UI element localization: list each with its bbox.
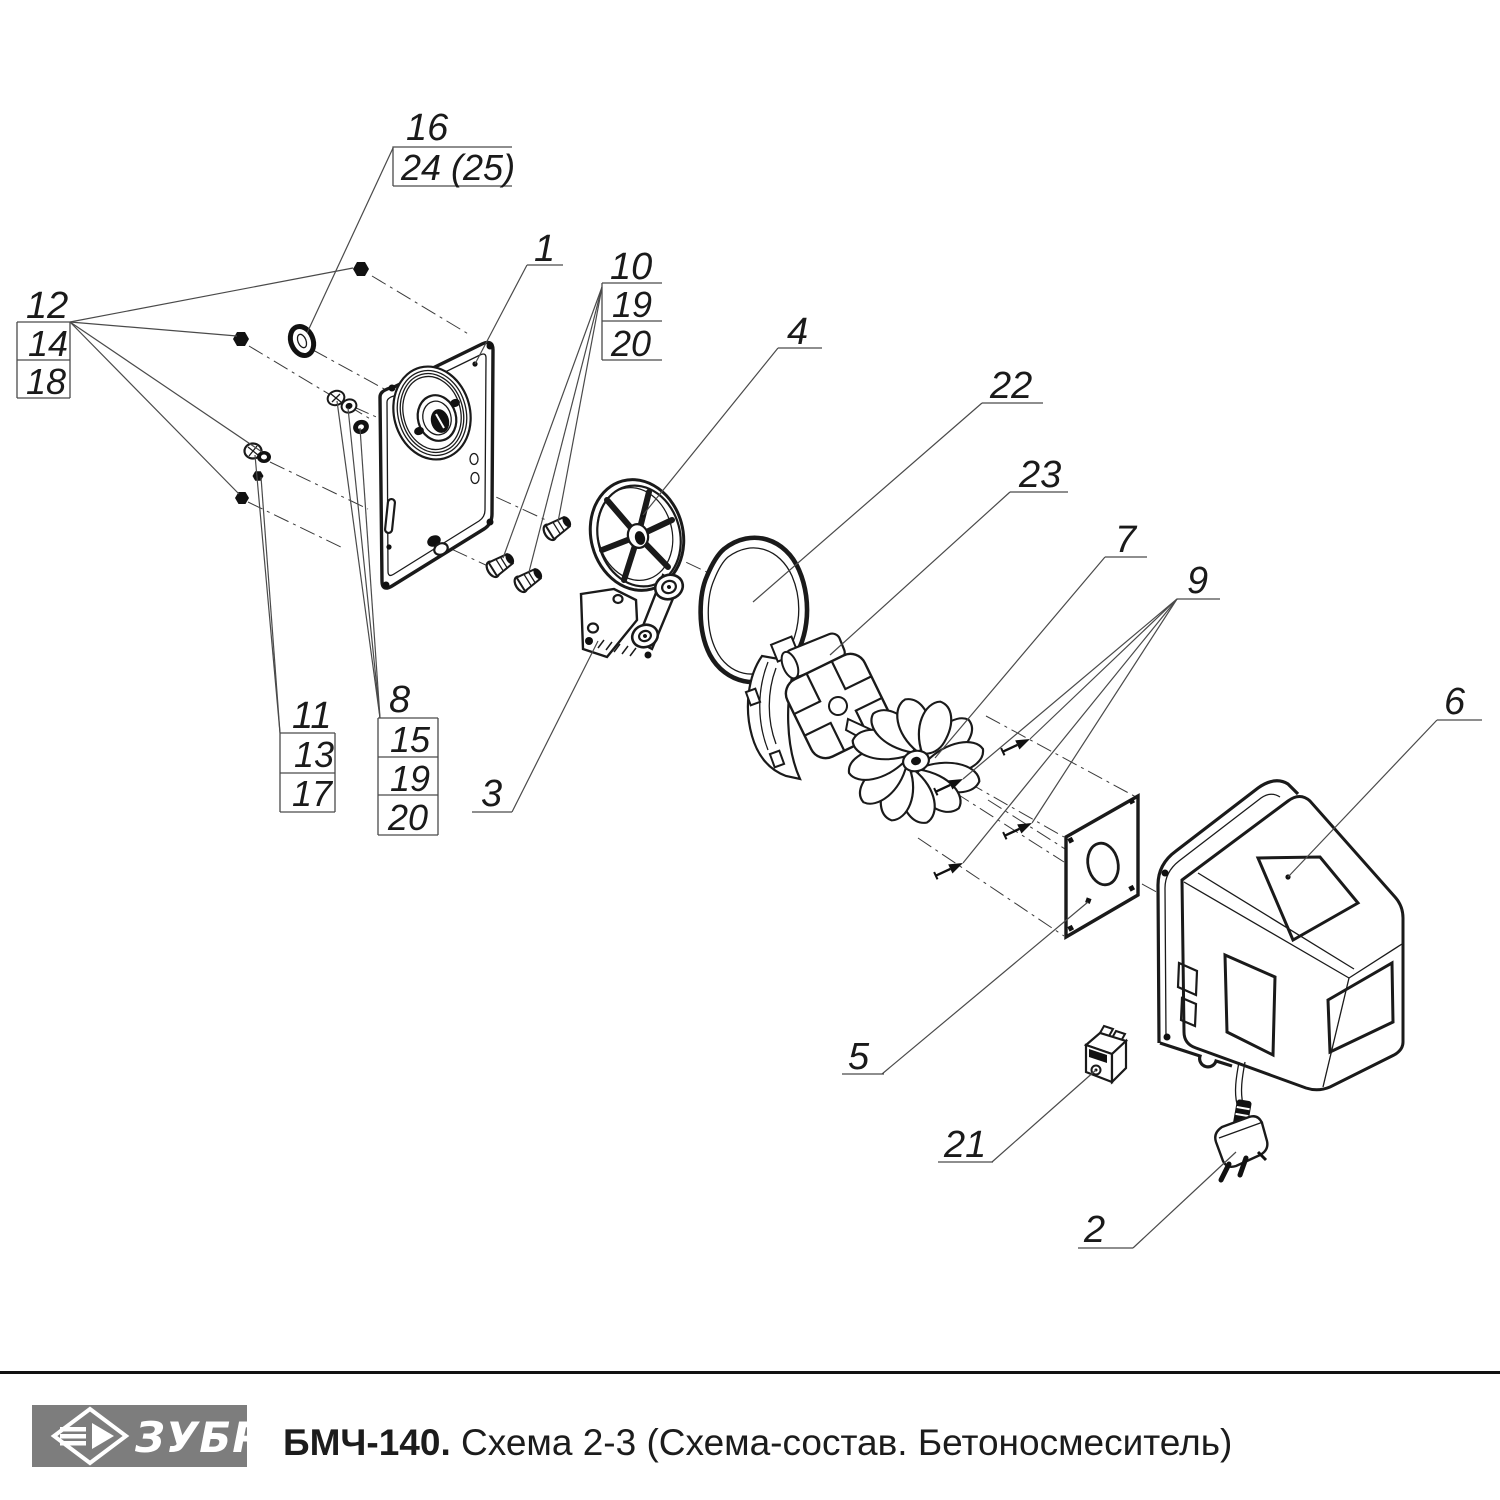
- callout-22: 22: [990, 365, 1033, 407]
- callout-21: 21: [944, 1124, 987, 1166]
- callout-1: 1: [534, 228, 556, 270]
- callout-11: 11: [292, 695, 332, 737]
- callout-3: 3: [481, 773, 503, 815]
- callout-13: 13: [294, 734, 335, 775]
- diagram-model: БМЧ-140.: [283, 1422, 451, 1463]
- callout-7: 7: [1115, 519, 1137, 561]
- diagram-title: [283, 1422, 1232, 1464]
- footer-divider: [0, 1371, 1500, 1374]
- callout-18: 18: [26, 361, 67, 402]
- callout-14: 14: [28, 323, 69, 364]
- callout-24-25: 24 (25): [401, 147, 516, 188]
- callout-16: 16: [406, 107, 449, 149]
- zubr-logo-icon: [40, 1405, 140, 1467]
- brand-name: ЗУБР: [135, 1413, 265, 1462]
- callout-2: 2: [1084, 1209, 1106, 1251]
- callout-12: 12: [26, 285, 69, 327]
- callout-5: 5: [848, 1036, 870, 1078]
- brand-logo: [32, 1405, 265, 1467]
- callout-4: 4: [787, 311, 809, 353]
- callout-19: 19: [612, 284, 653, 325]
- callout-8: 8: [389, 679, 411, 721]
- callout-23: 23: [1019, 454, 1062, 496]
- callout-17: 17: [292, 773, 333, 814]
- callout-9: 9: [1187, 560, 1209, 602]
- callout-20b: 20: [388, 797, 429, 838]
- callout-19b: 19: [390, 758, 431, 799]
- callout-15: 15: [390, 719, 431, 760]
- diagram-subtitle: Схема 2-3 (Схема-состав. Бетоносмеситель): [461, 1422, 1233, 1463]
- callout-6: 6: [1444, 681, 1466, 723]
- callout-10: 10: [610, 246, 653, 288]
- callout-20: 20: [611, 323, 652, 364]
